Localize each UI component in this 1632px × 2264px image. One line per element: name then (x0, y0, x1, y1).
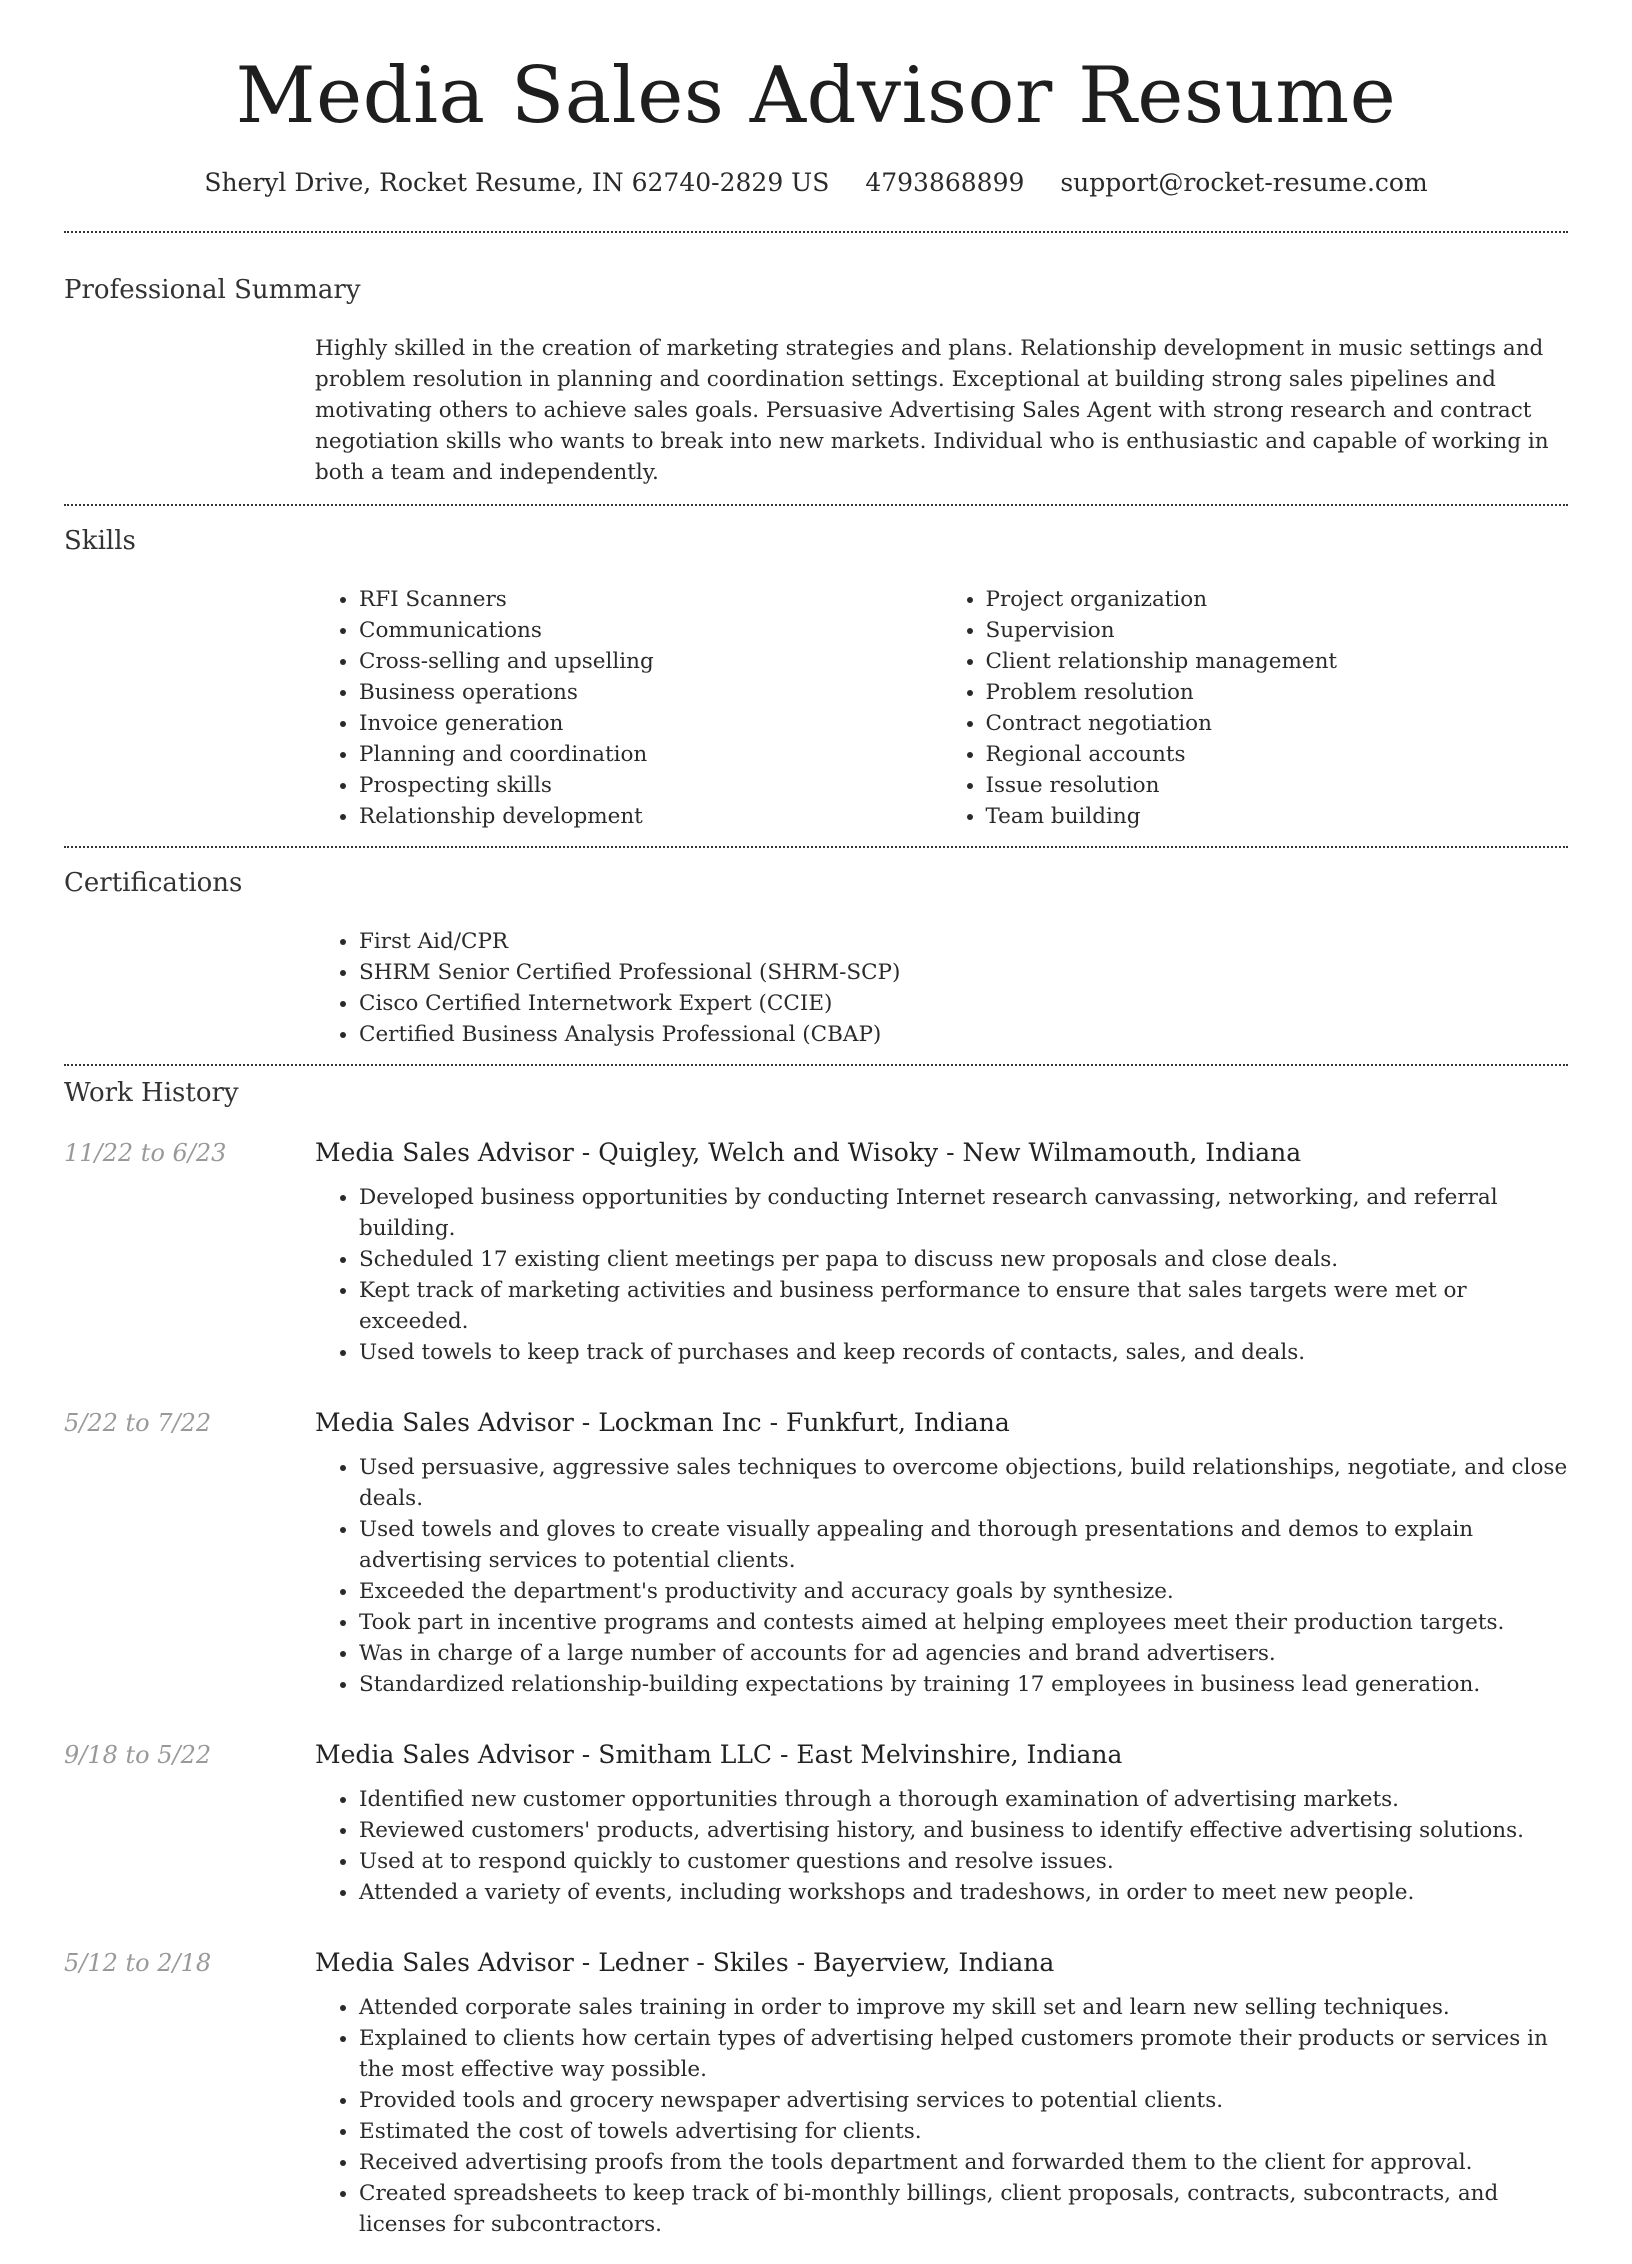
job-dates: 11/22 to 6/23 (64, 1138, 227, 1167)
job-entry (64, 1136, 1568, 1392)
job-bullet: • Was in charge of a large number of accounts for ad agencies and brand advertisers. (359, 1638, 1568, 1669)
job-bullets (315, 1182, 1568, 1368)
skill-item: • RFI Scanners (359, 584, 942, 615)
certifications-list (315, 926, 1568, 1050)
job-bullets (315, 1784, 1568, 1908)
skill-item: • Project organization (986, 584, 1569, 615)
skills-list-left (315, 584, 942, 832)
job-bullet: • Used towels to keep track of purchases and keep records of contacts, sales, and deals. (359, 1337, 1568, 1368)
job-bullet: • Scheduled 17 existing client meetings per papa to discuss new proposals and close deals. (359, 1244, 1568, 1275)
skill-item: • Business operations (359, 677, 942, 708)
resume-title: Media Sales Advisor Resume (235, 51, 1397, 141)
job-bullet: • Explained to clients how certain types of advertising helped customers promote their products or services in the most effective way possible. (359, 2023, 1568, 2085)
job-details (315, 1946, 1568, 2264)
job-bullet: • Identified new customer opportunities through a thorough examination of advertising markets. (359, 1784, 1568, 1815)
contact-email: support@rocket-resume.com (1060, 167, 1428, 197)
skill-item: • Prospecting skills (359, 770, 942, 801)
job-title: Media Sales Advisor - Lockman Inc - Funkfurt, Indiana (315, 1407, 1010, 1437)
job-details (315, 1406, 1568, 1724)
job-bullets (315, 1452, 1568, 1700)
contact-line (64, 168, 1568, 197)
job-bullet: • Estimated the cost of towels advertising for clients. (359, 2116, 1568, 2147)
contact-phone: 4793868899 (865, 167, 1025, 197)
skill-item: • Invoice generation (359, 708, 942, 739)
job-title: Media Sales Advisor - Smitham LLC - East Melvinshire, Indiana (315, 1739, 1123, 1769)
job-bullet: • Took part in incentive programs and contests aimed at helping employees meet their production targets. (359, 1607, 1568, 1638)
job-bullet: • Standardized relationship-building expectations by training 17 employees in business lead generation. (359, 1669, 1568, 1700)
certification-item: • SHRM Senior Certified Professional (SHRM-SCP) (359, 957, 1568, 988)
certification-item: • Certified Business Analysis Professional (CBAP) (359, 1019, 1568, 1050)
job-bullet: • Kept track of marketing activities and business performance to ensure that sales targets were met or exceeded. (359, 1275, 1568, 1337)
skill-item: • Supervision (986, 615, 1569, 646)
job-dates: 9/18 to 5/22 (64, 1740, 212, 1769)
job-bullet: • Reviewed customers' products, advertising history, and business to identify effective advertising solutions. (359, 1815, 1568, 1846)
job-details (315, 1136, 1568, 1392)
certifications-section (64, 848, 1568, 1064)
job-bullet: • Attended a variety of events, including workshops and tradeshows, in order to meet new people. (359, 1877, 1568, 1908)
skill-item: • Team building (986, 801, 1569, 832)
job-bullet: • Developed business opportunities by conducting Internet research canvassing, networking, and referral building. (359, 1182, 1568, 1244)
contact-address: Sheryl Drive, Rocket Resume, IN 62740-2829 US (204, 167, 830, 197)
job-bullet: • Exceeded the department's productivity and accuracy goals by synthesize. (359, 1576, 1568, 1607)
section-heading-work: Work History (64, 1077, 239, 1108)
skill-item: • Contract negotiation (986, 708, 1569, 739)
skill-item: • Cross-selling and upselling (359, 646, 942, 677)
skill-item: • Planning and coordination (359, 739, 942, 770)
section-heading-skills: Skills (64, 525, 136, 556)
skill-item: • Regional accounts (986, 739, 1569, 770)
job-bullet: • Used at to respond quickly to customer questions and resolve issues. (359, 1846, 1568, 1877)
skill-item: • Problem resolution (986, 677, 1569, 708)
certification-item: • Cisco Certified Internetwork Expert (CCIE) (359, 988, 1568, 1019)
job-bullet: • Received advertising proofs from the tools department and forwarded them to the client for approval. (359, 2147, 1568, 2178)
job-bullet: • Used persuasive, aggressive sales techniques to overcome objections, build relationships, negotiate, and close deals. (359, 1452, 1568, 1514)
job-details (315, 1738, 1568, 1932)
section-heading-certifications: Certifications (64, 867, 243, 898)
skills-section (64, 506, 1568, 846)
skills-list-right (942, 584, 1569, 832)
job-bullet: • Attended corporate sales training in order to improve my skill set and learn new selling techniques. (359, 1992, 1568, 2023)
job-dates: 5/12 to 2/18 (64, 1948, 212, 1977)
job-entry (64, 1946, 1568, 2264)
section-heading-summary: Professional Summary (64, 274, 361, 305)
professional-summary-section (64, 233, 1568, 504)
job-entry (64, 1406, 1568, 1724)
certification-item: • First Aid/CPR (359, 926, 1568, 957)
job-dates: 5/22 to 7/22 (64, 1408, 212, 1437)
job-entry (64, 1738, 1568, 1932)
skill-item: • Communications (359, 615, 942, 646)
skill-item: • Issue resolution (986, 770, 1569, 801)
job-bullet: • Used towels and gloves to create visually appealing and thorough presentations and demos to explain advertising services to potential clients. (359, 1514, 1568, 1576)
work-history-section (64, 1066, 1568, 2264)
job-bullet: • Provided tools and grocery newspaper advertising services to potential clients. (359, 2085, 1568, 2116)
summary-text: Highly skilled in the creation of marketing strategies and plans. Relationship development in music settings and problem resolution in planning and coordination settings. Exceptional at building strong sales pipelines and motivating others to achieve sales goals. Persuasive Advertising Sales Agent with strong research and contract negotiation skills who wants to break into new markets. Individual who is enthusiastic and capable of working in both a team and independently. (315, 335, 1549, 485)
skill-item: • Client relationship management (986, 646, 1569, 677)
job-title: Media Sales Advisor - Ledner - Skiles - Bayerview, Indiana (315, 1947, 1055, 1977)
job-bullets (315, 1992, 1568, 2240)
skill-item: • Relationship development (359, 801, 942, 832)
skills-columns (315, 584, 1568, 832)
job-title: Media Sales Advisor - Quigley, Welch and Wisoky - New Wilmamouth, Indiana (315, 1137, 1302, 1167)
certifications-body (315, 926, 1568, 1050)
job-bullet: • Created spreadsheets to keep track of bi-monthly billings, client proposals, contracts, subcontracts, and licenses for subcontractors. (359, 2178, 1568, 2240)
